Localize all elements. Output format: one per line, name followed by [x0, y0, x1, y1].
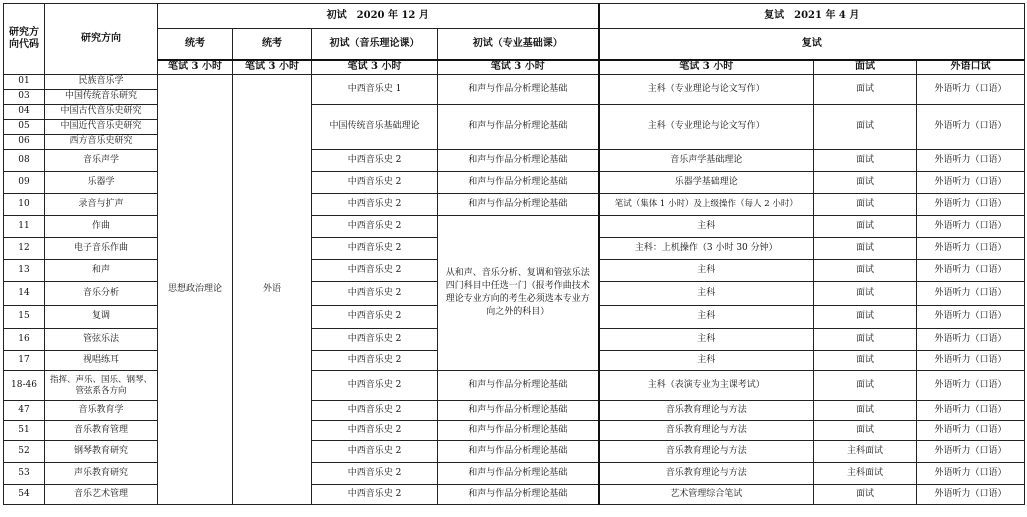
row-retest-written: 音乐教育理论与方法	[599, 401, 814, 421]
header-prelim-music: 初试（音乐理论课）	[312, 29, 438, 60]
row-music-theory: 中西音乐史 2	[312, 194, 438, 216]
row-music-theory: 中西音乐史 2	[312, 401, 438, 421]
row-interview: 面试	[814, 238, 917, 260]
group04-oral: 外语听力（口语）	[917, 105, 1025, 150]
row-retest-written: 主科	[599, 351, 814, 371]
group04-music: 中国传统音乐基础理论	[312, 105, 438, 150]
row-direction: 录音与扩声	[45, 194, 158, 216]
row-music-theory: 中西音乐史 2	[312, 329, 438, 351]
row-professional: 和声与作品分析理论基础	[438, 463, 599, 485]
header-unified-1: 统考	[158, 29, 233, 60]
row-direction: 音乐教育学	[45, 401, 158, 421]
row-code: 05	[4, 120, 45, 135]
subheader-oral: 外语口试	[917, 60, 1025, 75]
row-professional: 和声与作品分析理论基础	[438, 441, 599, 463]
row-oral: 外语听力（口语）	[917, 216, 1025, 238]
header-retest: 复试 2021 年 4 月	[599, 4, 1025, 29]
subheader-written: 笔试 3 小时	[312, 60, 438, 75]
row-oral: 外语听力（口语）	[917, 421, 1025, 441]
row-code: 17	[4, 351, 45, 371]
row-code: 51	[4, 421, 45, 441]
row-music-theory: 中西音乐史 2	[312, 421, 438, 441]
header-unified-2: 统考	[233, 29, 312, 60]
row-direction: 民族音乐学	[45, 75, 158, 90]
row-interview: 面试	[814, 172, 917, 194]
row-retest-written: 主科：上机操作（3 小时 30 分钟）	[599, 238, 814, 260]
row-code: 52	[4, 441, 45, 463]
row-interview: 面试	[814, 216, 917, 238]
row-direction: 音乐声学	[45, 150, 158, 172]
row-direction: 指挥、声乐、国乐、钢琴、管弦系各方向	[45, 371, 158, 401]
row-direction: 音乐分析	[45, 282, 158, 306]
row-music-theory: 中西音乐史 2	[312, 306, 438, 329]
row-code: 04	[4, 105, 45, 120]
row-retest-written: 主科	[599, 260, 814, 282]
row-oral: 外语听力（口语）	[917, 238, 1025, 260]
row-code: 15	[4, 306, 45, 329]
row-oral: 外语听力（口语）	[917, 150, 1025, 172]
group01-prof: 和声与作品分析理论基础	[438, 75, 599, 105]
row-code: 16	[4, 329, 45, 351]
row-interview: 面试	[814, 306, 917, 329]
row-oral: 外语听力（口语）	[917, 485, 1025, 505]
row-interview: 面试	[814, 260, 917, 282]
row-music-theory: 中西音乐史 2	[312, 216, 438, 238]
row-direction: 西方音乐史研究	[45, 135, 158, 150]
row-retest-written: 音乐教育理论与方法	[599, 441, 814, 463]
row-oral: 外语听力（口语）	[917, 172, 1025, 194]
row-music-theory: 中西音乐史 2	[312, 463, 438, 485]
header-prelim-prof: 初试（专业基础课）	[438, 29, 599, 60]
group01-interview: 面试	[814, 75, 917, 105]
row-code: 47	[4, 401, 45, 421]
row-retest-written: 主科	[599, 306, 814, 329]
row-music-theory: 中西音乐史 2	[312, 150, 438, 172]
row-oral: 外语听力（口语）	[917, 194, 1025, 216]
group01-oral: 外语听力（口语）	[917, 75, 1025, 105]
row-professional: 和声与作品分析理论基础	[438, 421, 599, 441]
row-direction: 作曲	[45, 216, 158, 238]
subheader-interview: 面试	[814, 60, 917, 75]
row-interview: 面试	[814, 282, 917, 306]
exam-table	[3, 3, 1025, 505]
row-code: 54	[4, 485, 45, 505]
row-direction: 声乐教育研究	[45, 463, 158, 485]
row-music-theory: 中西音乐史 2	[312, 485, 438, 505]
row-oral: 外语听力（口语）	[917, 329, 1025, 351]
group04-interview: 面试	[814, 105, 917, 150]
row-interview: 主科面试	[814, 463, 917, 485]
row-oral: 外语听力（口语）	[917, 282, 1025, 306]
row-music-theory: 中西音乐史 2	[312, 441, 438, 463]
row-retest-written: 艺术管理综合笔试	[599, 485, 814, 505]
row-code: 10	[4, 194, 45, 216]
group04-prof: 和声与作品分析理论基础	[438, 105, 599, 150]
subheader-written: 笔试 3 小时	[599, 60, 814, 75]
group01-retest: 主科（专业理论与论文写作）	[599, 75, 814, 105]
row-interview: 面试	[814, 150, 917, 172]
subheader-written: 笔试 3 小时	[233, 60, 312, 75]
row-professional: 和声与作品分析理论基础	[438, 401, 599, 421]
row-code: 09	[4, 172, 45, 194]
row-code: 08	[4, 150, 45, 172]
row-interview: 面试	[814, 421, 917, 441]
row-code: 11	[4, 216, 45, 238]
row-retest-written: 主科	[599, 216, 814, 238]
elective-option-cell: 从和声、音乐分析、复调和管弦乐法四门科目中任选一门（报考作曲技术理论专业方向的考生必须选本专业方向之外的科目）	[438, 216, 599, 371]
header-direction: 研究方向	[45, 4, 158, 75]
row-code: 53	[4, 463, 45, 485]
row-code: 01	[4, 75, 45, 90]
header-code: 研究方向代码	[4, 4, 45, 75]
row-professional: 和声与作品分析理论基础	[438, 194, 599, 216]
row-interview: 面试	[814, 329, 917, 351]
row-music-theory: 中西音乐史 2	[312, 351, 438, 371]
row-music-theory: 中西音乐史 2	[312, 172, 438, 194]
row-code: 12	[4, 238, 45, 260]
subheader-written: 笔试 3 小时	[438, 60, 599, 75]
row-retest-written: 笔试（集体 1 小时）及上级操作（每人 2 小时）	[599, 194, 814, 216]
row-oral: 外语听力（口语）	[917, 371, 1025, 401]
foreign-language-cell: 外语	[233, 75, 312, 505]
row-direction: 电子音乐作曲	[45, 238, 158, 260]
row-direction: 中国近代音乐史研究	[45, 120, 158, 135]
row-retest-written: 音乐教育理论与方法	[599, 463, 814, 485]
row-retest-written: 音乐声学基础理论	[599, 150, 814, 172]
row-code: 13	[4, 260, 45, 282]
row-retest-written: 主科	[599, 329, 814, 351]
row-code: 18-46	[4, 371, 45, 401]
row-music-theory: 中西音乐史 2	[312, 238, 438, 260]
row-direction: 中国传统音乐研究	[45, 90, 158, 105]
group04-retest: 主科（专业理论与论文写作）	[599, 105, 814, 150]
row-oral: 外语听力（口语）	[917, 260, 1025, 282]
row-interview: 面试	[814, 371, 917, 401]
header-prelim: 初试 2020 年 12 月	[158, 4, 599, 29]
row-music-theory: 中西音乐史 2	[312, 260, 438, 282]
row-professional: 和声与作品分析理论基础	[438, 485, 599, 505]
row-interview: 主科面试	[814, 441, 917, 463]
row-professional: 和声与作品分析理论基础	[438, 172, 599, 194]
row-interview: 面试	[814, 351, 917, 371]
row-direction: 音乐艺术管理	[45, 485, 158, 505]
row-professional: 和声与作品分析理论基础	[438, 371, 599, 401]
row-direction: 乐器学	[45, 172, 158, 194]
row-interview: 面试	[814, 401, 917, 421]
row-oral: 外语听力（口语）	[917, 463, 1025, 485]
row-direction: 复调	[45, 306, 158, 329]
row-direction: 中国古代音乐史研究	[45, 105, 158, 120]
row-direction: 钢琴教育研究	[45, 441, 158, 463]
row-professional: 和声与作品分析理论基础	[438, 150, 599, 172]
row-interview: 面试	[814, 194, 917, 216]
row-retest-written: 主科	[599, 282, 814, 306]
row-retest-written: 音乐教育理论与方法	[599, 421, 814, 441]
row-oral: 外语听力（口语）	[917, 441, 1025, 463]
row-interview: 面试	[814, 485, 917, 505]
row-code: 06	[4, 135, 45, 150]
row-direction: 视唱练耳	[45, 351, 158, 371]
row-direction: 音乐教育管理	[45, 421, 158, 441]
politics-cell: 思想政治理论	[158, 75, 233, 505]
row-code: 03	[4, 90, 45, 105]
row-direction: 和声	[45, 260, 158, 282]
group01-music: 中西音乐史 1	[312, 75, 438, 105]
row-retest-written: 主科（表演专业为主课考试）	[599, 371, 814, 401]
row-direction: 管弦乐法	[45, 329, 158, 351]
row-music-theory: 中西音乐史 2	[312, 282, 438, 306]
row-oral: 外语听力（口语）	[917, 401, 1025, 421]
row-retest-written: 乐器学基础理论	[599, 172, 814, 194]
row-code: 14	[4, 282, 45, 306]
header-retest-label: 复试	[599, 29, 1025, 60]
subheader-written: 笔试 3 小时	[158, 60, 233, 75]
row-oral: 外语听力（口语）	[917, 306, 1025, 329]
row-oral: 外语听力（口语）	[917, 351, 1025, 371]
row-music-theory: 中西音乐史 2	[312, 371, 438, 401]
